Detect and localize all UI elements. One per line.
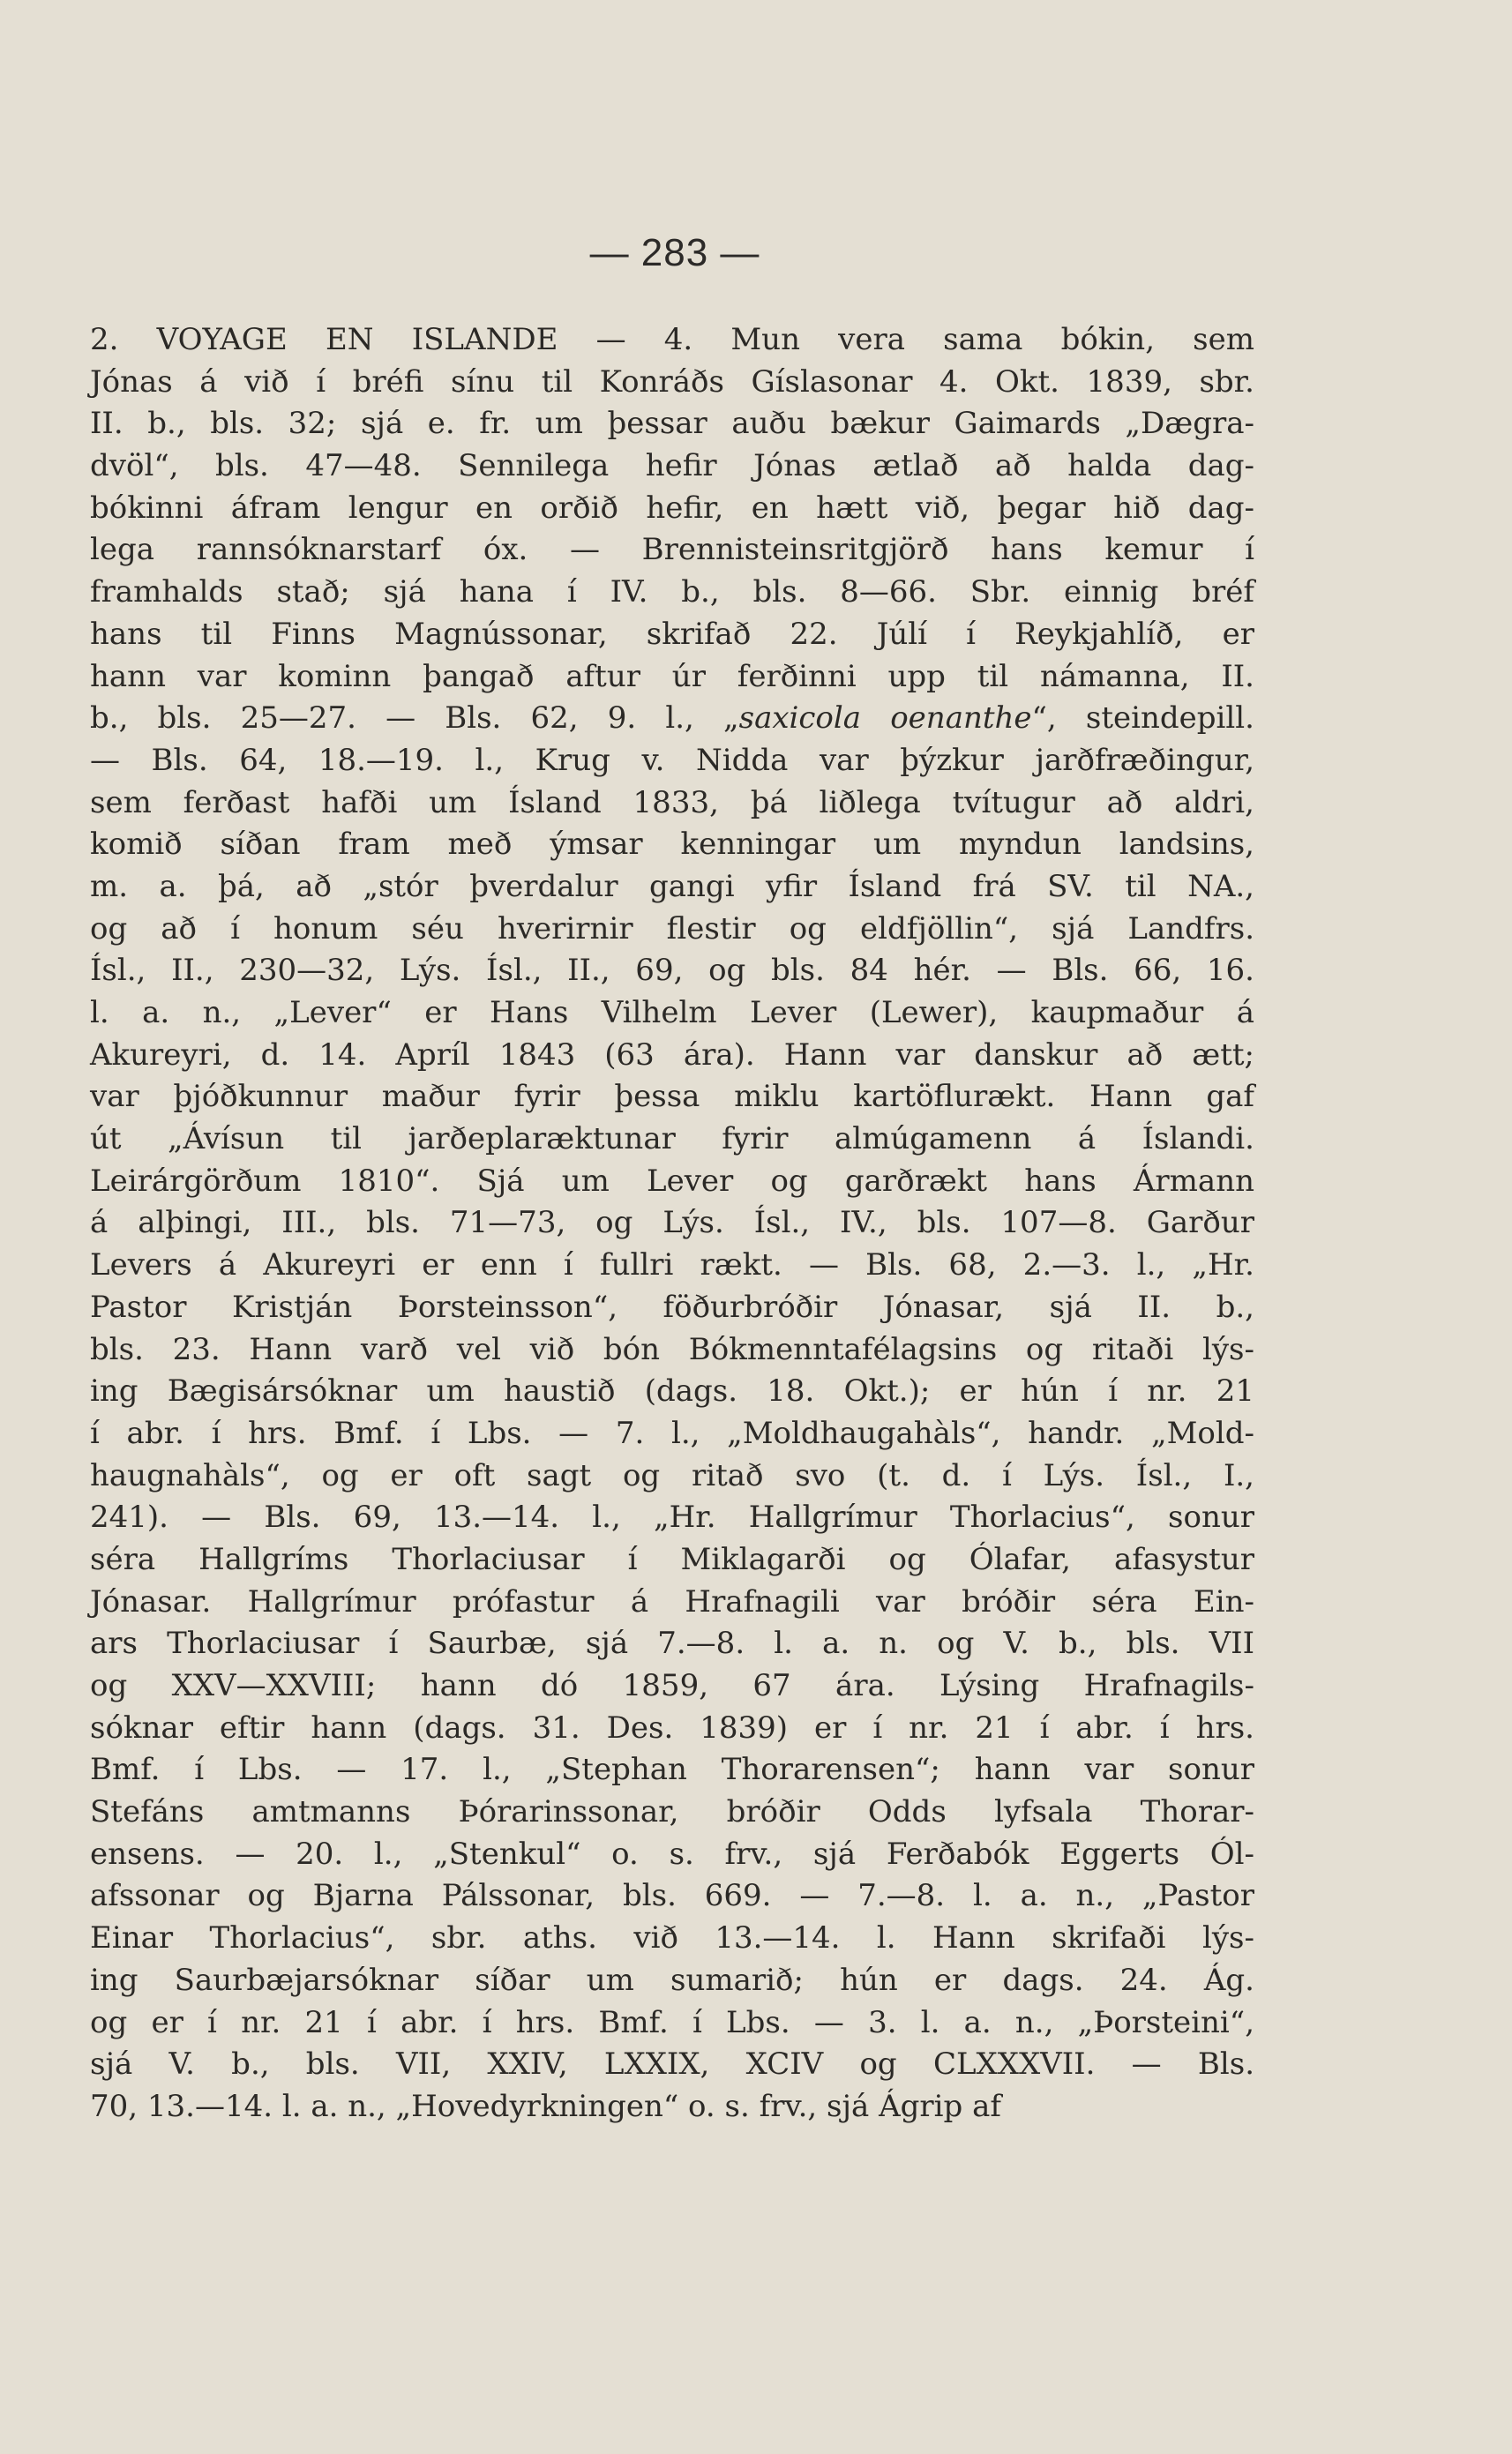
text-line: ars Thorlaciusar í Saurbæ, sjá 7.—8. l. a. n. og V. b., bls. VII — [90, 1626, 1254, 1662]
text-segment: “, steindepill. — [1031, 700, 1254, 737]
text-line: ing Saurbæjarsóknar síðar um sumarið; hún er dags. 24. Ág. — [90, 1962, 1254, 1998]
page-number: — 283 — — [589, 231, 760, 274]
text-line: séra Hallgríms Thorlaciusar í Miklagarði og Ólafar, afasystur — [90, 1541, 1254, 1577]
text-line: lega rannsóknarstarf óx. — Brennisteinsritgjörð hans kemur í — [90, 532, 1254, 568]
text-line: og XXV—XXVIII; hann dó 1859, 67 ára. Lýsing Hrafnagils- — [90, 1668, 1254, 1703]
text-line: á alþingi, III., bls. 71—73, og Lýs. Ísl., IV., bls. 107—8. Garður — [90, 1205, 1254, 1241]
text-line: var þjóðkunnur maður fyrir þessa miklu kartöflurækt. Hann gaf — [90, 1079, 1254, 1115]
text-line: Ísl., II., 230—32, Lýs. Ísl., II., 69, og bls. 84 hér. — Bls. 66, 16. — [90, 953, 1254, 989]
text-line: Akureyri, d. 14. Apríl 1843 (63 ára). Hann var danskur að ætt; — [90, 1036, 1254, 1073]
text-line: bls. 23. Hann varð vel við bón Bókmenntafélagsins og ritaði lýs- — [90, 1331, 1254, 1367]
text-line: 241). — Bls. 69, 13.—14. l., „Hr. Hallgrímur Thorlacius“, sonur — [90, 1500, 1254, 1536]
text-line: l. a. n., „Lever“ er Hans Vilhelm Lever (Lewer), kaupmaður á — [90, 995, 1254, 1030]
text-line: 2. VOYAGE EN ISLANDE — 4. Mun vera sama bókin, sem — [90, 322, 1254, 357]
text-line: 70, 13.—14. l. a. n., „Hovedyrkningen“ o. s. frv., sjá Ágrip af — [90, 2088, 1001, 2124]
text-line: Leirárgörðum 1810“. Sjá um Lever og garðrækt hans Ármann — [90, 1163, 1254, 1199]
text-line: dvöl“, bls. 47—48. Sennilega hefir Jónas ætlað að halda dag- — [90, 448, 1254, 484]
text-line: m. a. þá, að „stór þverdalur gangi yfir Ísland frá SV. til NA., — [90, 868, 1254, 904]
text-line: og að í honum séu hverirnir flestir og eldfjöllin“, sjá Landfrs. — [90, 910, 1254, 946]
text-line: í abr. í hrs. Bmf. í Lbs. — 7. l., „Moldhaugahàls“, handr. „Mold- — [90, 1415, 1254, 1451]
text-line: sóknar eftir hann (dags. 31. Des. 1839) er í nr. 21 í abr. í hrs. — [90, 1710, 1254, 1746]
text-line: Stefáns amtmanns Þórarinssonar, bróðir Odds lyfsala Thorar- — [90, 1794, 1254, 1830]
text-line: haugnahàls“, og er oft sagt og ritað svo (t. d. í Lýs. Ísl., I., — [90, 1457, 1254, 1493]
text-line: og er í nr. 21 í abr. í hrs. Bmf. í Lbs. — 3. l. a. n., „Þorsteini“, — [90, 2004, 1254, 2040]
italic-term: saxicola oenanthe — [738, 700, 1032, 737]
text-line: — Bls. 64, 18.—19. l., Krug v. Nidda var þýzkur jarðfræðingur, — [90, 742, 1254, 778]
text-line: hans til Finns Magnússonar, skrifað 22. Júlí í Reykjahlíð, er — [90, 616, 1254, 652]
text-line: Levers á Akureyri er enn í fullri rækt. — Bls. 68, 2.—3. l., „Hr. — [90, 1247, 1254, 1283]
text-line: framhalds stað; sjá hana í IV. b., bls. 8—66. Sbr. einnig bréf — [90, 574, 1254, 610]
text-line: sjá V. b., bls. VII, XXIV, LXXIX, XCIV og CLXXXVII. — Bls. — [90, 2046, 1254, 2083]
text-line: sem ferðast hafði um Ísland 1833, þá liðlega tvítugur að aldri, — [90, 784, 1254, 820]
text-line: Pastor Kristján Þorsteinsson“, föðurbróðir Jónasar, sjá II. b., — [90, 1289, 1254, 1325]
text-line: ing Bægisársóknar um haustið (dags. 18. Okt.); er hún í nr. 21 — [90, 1373, 1254, 1410]
text-line: Jónasar. Hallgrímur prófastur á Hrafnagili var bróðir séra Ein- — [90, 1583, 1254, 1620]
text-line: Einar Thorlacius“, sbr. aths. við 13.—14. l. Hann skrifaði lýs- — [90, 1920, 1254, 1956]
text-line: Bmf. í Lbs. — 17. l., „Stephan Thorarensen“; hann var sonur — [90, 1752, 1254, 1788]
text-line: afssonar og Bjarna Pálssonar, bls. 669. — 7.—8. l. a. n., „Pastor — [90, 1878, 1254, 1914]
text-line: komið síðan fram með ýmsar kenningar um myndun landsins, — [90, 827, 1254, 863]
body-text — [90, 319, 1254, 2129]
text-line: hann var kominn þangað aftur úr ferðinni upp til námanna, II. — [90, 658, 1254, 694]
text-segment: b., bls. 25—27. — Bls. 62, 9. l., „ — [90, 700, 739, 737]
text-line: ensens. — 20. l., „Stenkul“ o. s. frv., sjá Ferðabók Eggerts Ól- — [90, 1836, 1254, 1872]
text-line: II. b., bls. 32; sjá e. fr. um þessar auðu bækur Gaimards „Dægra- — [90, 406, 1254, 442]
text-line — [90, 698, 1254, 740]
text-line: bókinni áfram lengur en orðið hefir, en hætt við, þegar hið dag- — [90, 490, 1254, 526]
text-line: Jónas á við í bréfi sínu til Konráðs Gíslasonar 4. Okt. 1839, sbr. — [90, 363, 1254, 400]
text-line: út „Ávísun til jarðeplaræktunar fyrir almúgamenn á Íslandi. — [90, 1121, 1254, 1157]
